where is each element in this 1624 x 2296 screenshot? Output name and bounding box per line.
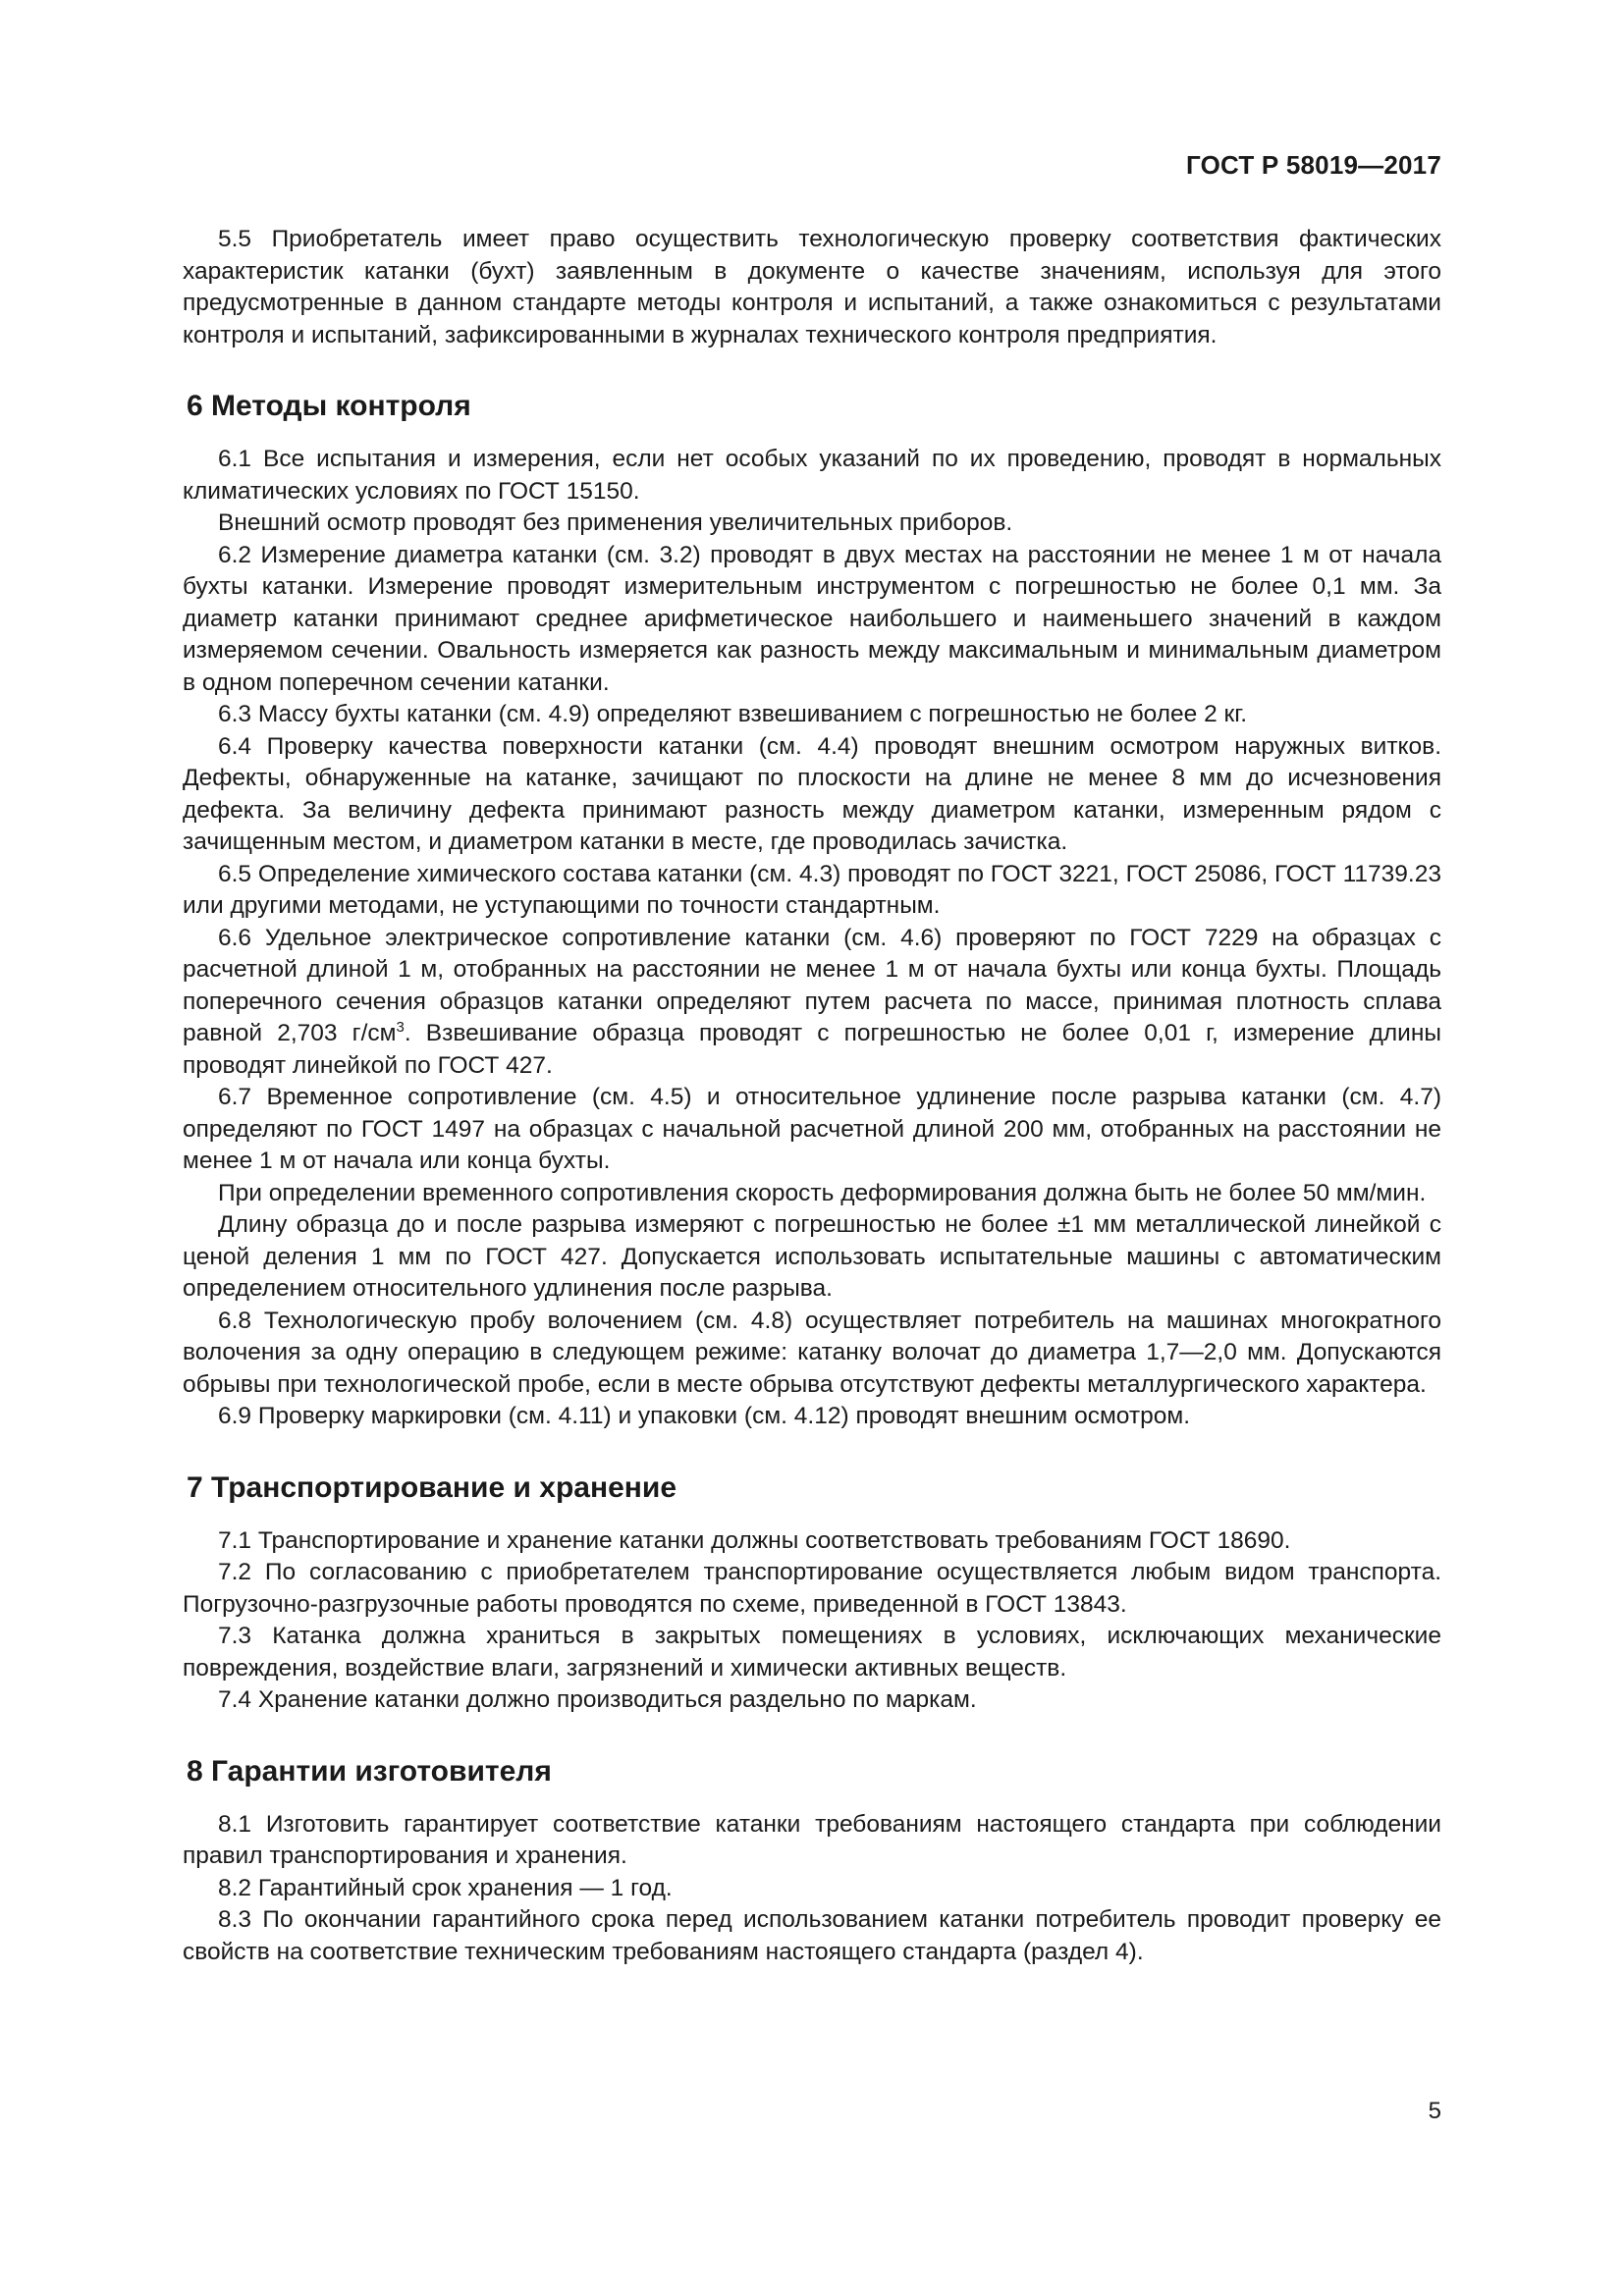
section-6-title: 6 Методы контроля [187,390,471,422]
paragraph-8-2: 8.2 Гарантийный срок хранения — 1 год. [218,1874,673,1901]
paragraph-6-9: 6.9 Проверку маркировки (см. 4.11) и упаковки (см. 4.12) проводят внешним осмотром. [218,1403,1191,1429]
section-8-title: 8 Гарантии изготовителя [187,1754,552,1788]
paragraph-7-2: 7.2 По согласованию с приобретателем транспортирование осуществляется любым видом транспорта. Погрузочно-разгрузочные работы проводятся по схеме, приведенной в ГОСТ 13843. [183,1559,1441,1618]
page-number: 5 [1428,2098,1441,2124]
paragraph-6-1: 6.1 Все испытания и измерения, если нет особых указаний по их проведению, проводят в нормальных климатических условиях по ГОСТ 15150. [183,446,1441,505]
paragraph-6-4: 6.4 Проверку качества поверхности катанки (см. 4.4) проводят внешним осмотром наружных витков. Дефекты, обнаруженные на катанке, зачищают по плоскости на длине не менее 8 мм до исчезновения дефекта. За величину дефекта принимают разность между диаметром катанки, измеренным рядом с зачищенным местом, и диаметром катанки в месте, где проводилась зачистка. [183,732,1441,855]
page-content [183,224,1441,1968]
section-7-title: 7 Транспортирование и хранение [187,1470,677,1504]
paragraph-8-1: 8.1 Изготовить гарантирует соответствие катанки требованиям настоящего стандарта при соблюдении правил транспортирования и хранения. [183,1810,1441,1869]
paragraph-6-6-part-b: . Взвешивание образца проводят с погрешностью не более 0,01 г, измерение длины проводят линейкой по ГОСТ 427. [183,1020,1441,1079]
document-id: ГОСТ Р 58019—2017 [1186,150,1441,180]
paragraph-6-7-length: Длину образца до и после разрыва измеряют с погрешностью не более ±1 мм металлической линейкой с ценой деления 1 мм по ГОСТ 427. Допускается использовать испытательные машины с автоматическим определением относительного удлинения после разрыва. [183,1211,1441,1302]
paragraph-7-3: 7.3 Катанка должна храниться в закрытых помещениях в условиях, исключающих механические повреждения, воздействие влаги, загрязнений и химически активных веществ. [183,1623,1441,1682]
paragraph-6-6 [183,923,1441,1083]
paragraph-6-3: 6.3 Массу бухты катанки (см. 4.9) определяют взвешиванием с погрешностью не более 2 кг. [218,701,1248,727]
paragraph-6-6-part-a: 6.6 Удельное электрическое сопротивление катанки (см. 4.6) проверяют по ГОСТ 7229 на образцах с расчетной длиной 1 м, отобранных на расстоянии не менее 1 м от начала бухты или конца бухты. Площадь поперечного сечения образцов катанки определяют путем расчета по массе, принимая плотность сплава равной 2,703 г/см [183,924,1441,1046]
paragraph-6-5: 6.5 Определение химического состава катанки (см. 4.3) проводят по ГОСТ 3221, ГОСТ 25086, ГОСТ 11739.23 или другими методами, не уступающими по точности стандартным. [183,860,1441,919]
superscript-3: 3 [396,1018,405,1036]
paragraph-8-3: 8.3 По окончании гарантийного срока перед использованием катанки потребитель проводит проверку ее свойств на соответствие техническим требованиям настоящего стандарта (раздел 4). [183,1906,1441,1965]
paragraph-7-1: 7.1 Транспортирование и хранение катанки должны соответствовать требованиям ГОСТ 18690. [218,1526,1291,1554]
paragraph-6-1-visual: Внешний осмотр проводят без применения увеличительных приборов. [218,509,1013,536]
paragraph-5-5: 5.5 Приобретатель имеет право осуществить технологическую проверку соответствия фактических характеристик катанки (бухт) заявленным в документе о качестве значениям, используя для этого предусмотренные в данном стандарте методы контроля и испытаний, а также ознакомиться с результатами контроля и испытаний, зафиксированными в журналах технического контроля предприятия. [183,226,1441,348]
paragraph-6-7: 6.7 Временное сопротивление (см. 4.5) и относительное удлинение после разрыва катанки (см. 4.7) определяют по ГОСТ 1497 на образцах с начальной расчетной длиной 200 мм, отобранных на расстоянии не менее 1 м от начала или конца бухты. [183,1084,1441,1174]
paragraph-6-2: 6.2 Измерение диаметра катанки (см. 3.2) проводят в двух местах на расстоянии не менее 1 м от начала бухты катанки. Измерение проводят измерительным инструментом с погрешностью не более 0,1 мм. За диаметр катанки принимают среднее арифметическое наибольшего и наименьшего значений в каждом измеряемом сечении. Овальность измеряется как разность между максимальным и минимальным диаметром в одном поперечном сечении катанки. [183,541,1441,696]
paragraph-7-4: 7.4 Хранение катанки должно производиться раздельно по маркам. [218,1686,977,1713]
paragraph-6-8: 6.8 Технологическую пробу волочением (см. 4.8) осуществляет потребитель на машинах многократного волочения за одну операцию в следующем режиме: катанку волочат до диаметра 1,7—2,0 мм. Допускаются обрывы при технологической пробе, если в месте обрыва отсутствуют дефекты металлургического характера. [183,1307,1441,1398]
paragraph-6-7-speed: При определении временного сопротивления скорость деформирования должна быть не более 50 мм/мин. [218,1179,1427,1206]
